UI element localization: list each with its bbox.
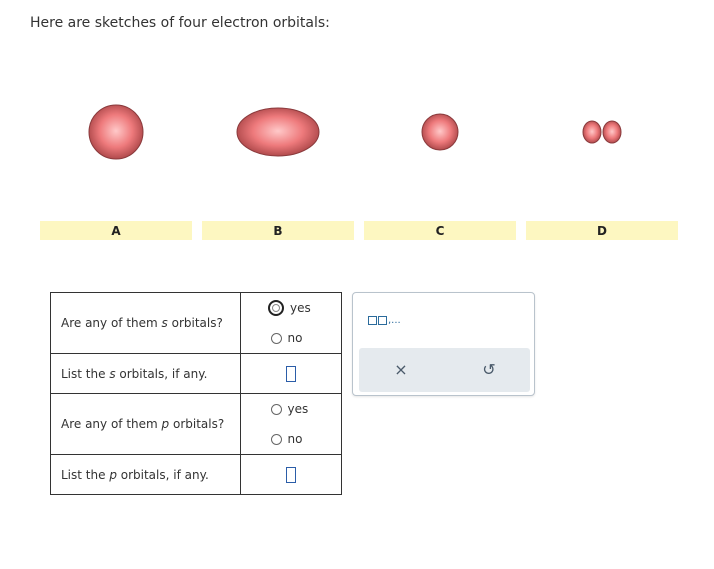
- tool-actions-bar: [359, 348, 530, 392]
- q1-no-radio[interactable]: [271, 333, 282, 344]
- question-1-text: Are any of them s orbitals?: [51, 293, 241, 354]
- question-table: [50, 292, 342, 495]
- clear-icon[interactable]: ×: [394, 360, 408, 379]
- q1-yes-option[interactable]: [241, 293, 341, 323]
- q1-no-label: no: [287, 331, 303, 345]
- question-row-1: [51, 293, 342, 354]
- s-orbitals-input[interactable]: [286, 366, 296, 382]
- question-2-text: List the s orbitals, if any.: [51, 354, 241, 394]
- orbital-label-c: C: [364, 221, 516, 240]
- q1-yes-label: yes: [290, 301, 311, 315]
- question-row-4: [51, 455, 342, 495]
- question-1-answer: [241, 293, 342, 354]
- answer-tool-panel: [352, 292, 535, 396]
- q3-yes-label: yes: [287, 402, 309, 416]
- question-4-text: List the p orbitals, if any.: [51, 455, 241, 495]
- q3-no-option[interactable]: [241, 424, 341, 454]
- intro-text: Here are sketches of four electron orbitals:: [30, 15, 330, 31]
- q3-yes-radio[interactable]: [271, 404, 282, 415]
- question-row-3: [51, 394, 342, 455]
- orbital-b-image: [235, 106, 321, 158]
- undo-icon[interactable]: ↺: [482, 360, 496, 379]
- question-3-answer: [241, 394, 342, 455]
- q3-no-radio[interactable]: [271, 434, 282, 445]
- ellipsis-text: ,...: [388, 315, 401, 326]
- orbital-d-image: [581, 118, 623, 146]
- orbital-label-b: B: [202, 221, 354, 240]
- p-orbitals-input[interactable]: [286, 467, 296, 483]
- q3-no-label: no: [287, 432, 303, 446]
- question-row-2: [51, 354, 342, 394]
- orbital-c-image: [420, 112, 460, 152]
- list-format-icon[interactable]: [368, 315, 401, 326]
- q1-no-option[interactable]: [241, 323, 341, 353]
- orbital-label-a: A: [40, 221, 192, 240]
- q1-yes-radio[interactable]: [268, 300, 284, 316]
- orbital-a-image: [86, 103, 146, 161]
- question-3-text: Are any of them p orbitals?: [51, 394, 241, 455]
- q3-yes-option[interactable]: [241, 394, 341, 424]
- orbital-label-d: D: [526, 221, 678, 240]
